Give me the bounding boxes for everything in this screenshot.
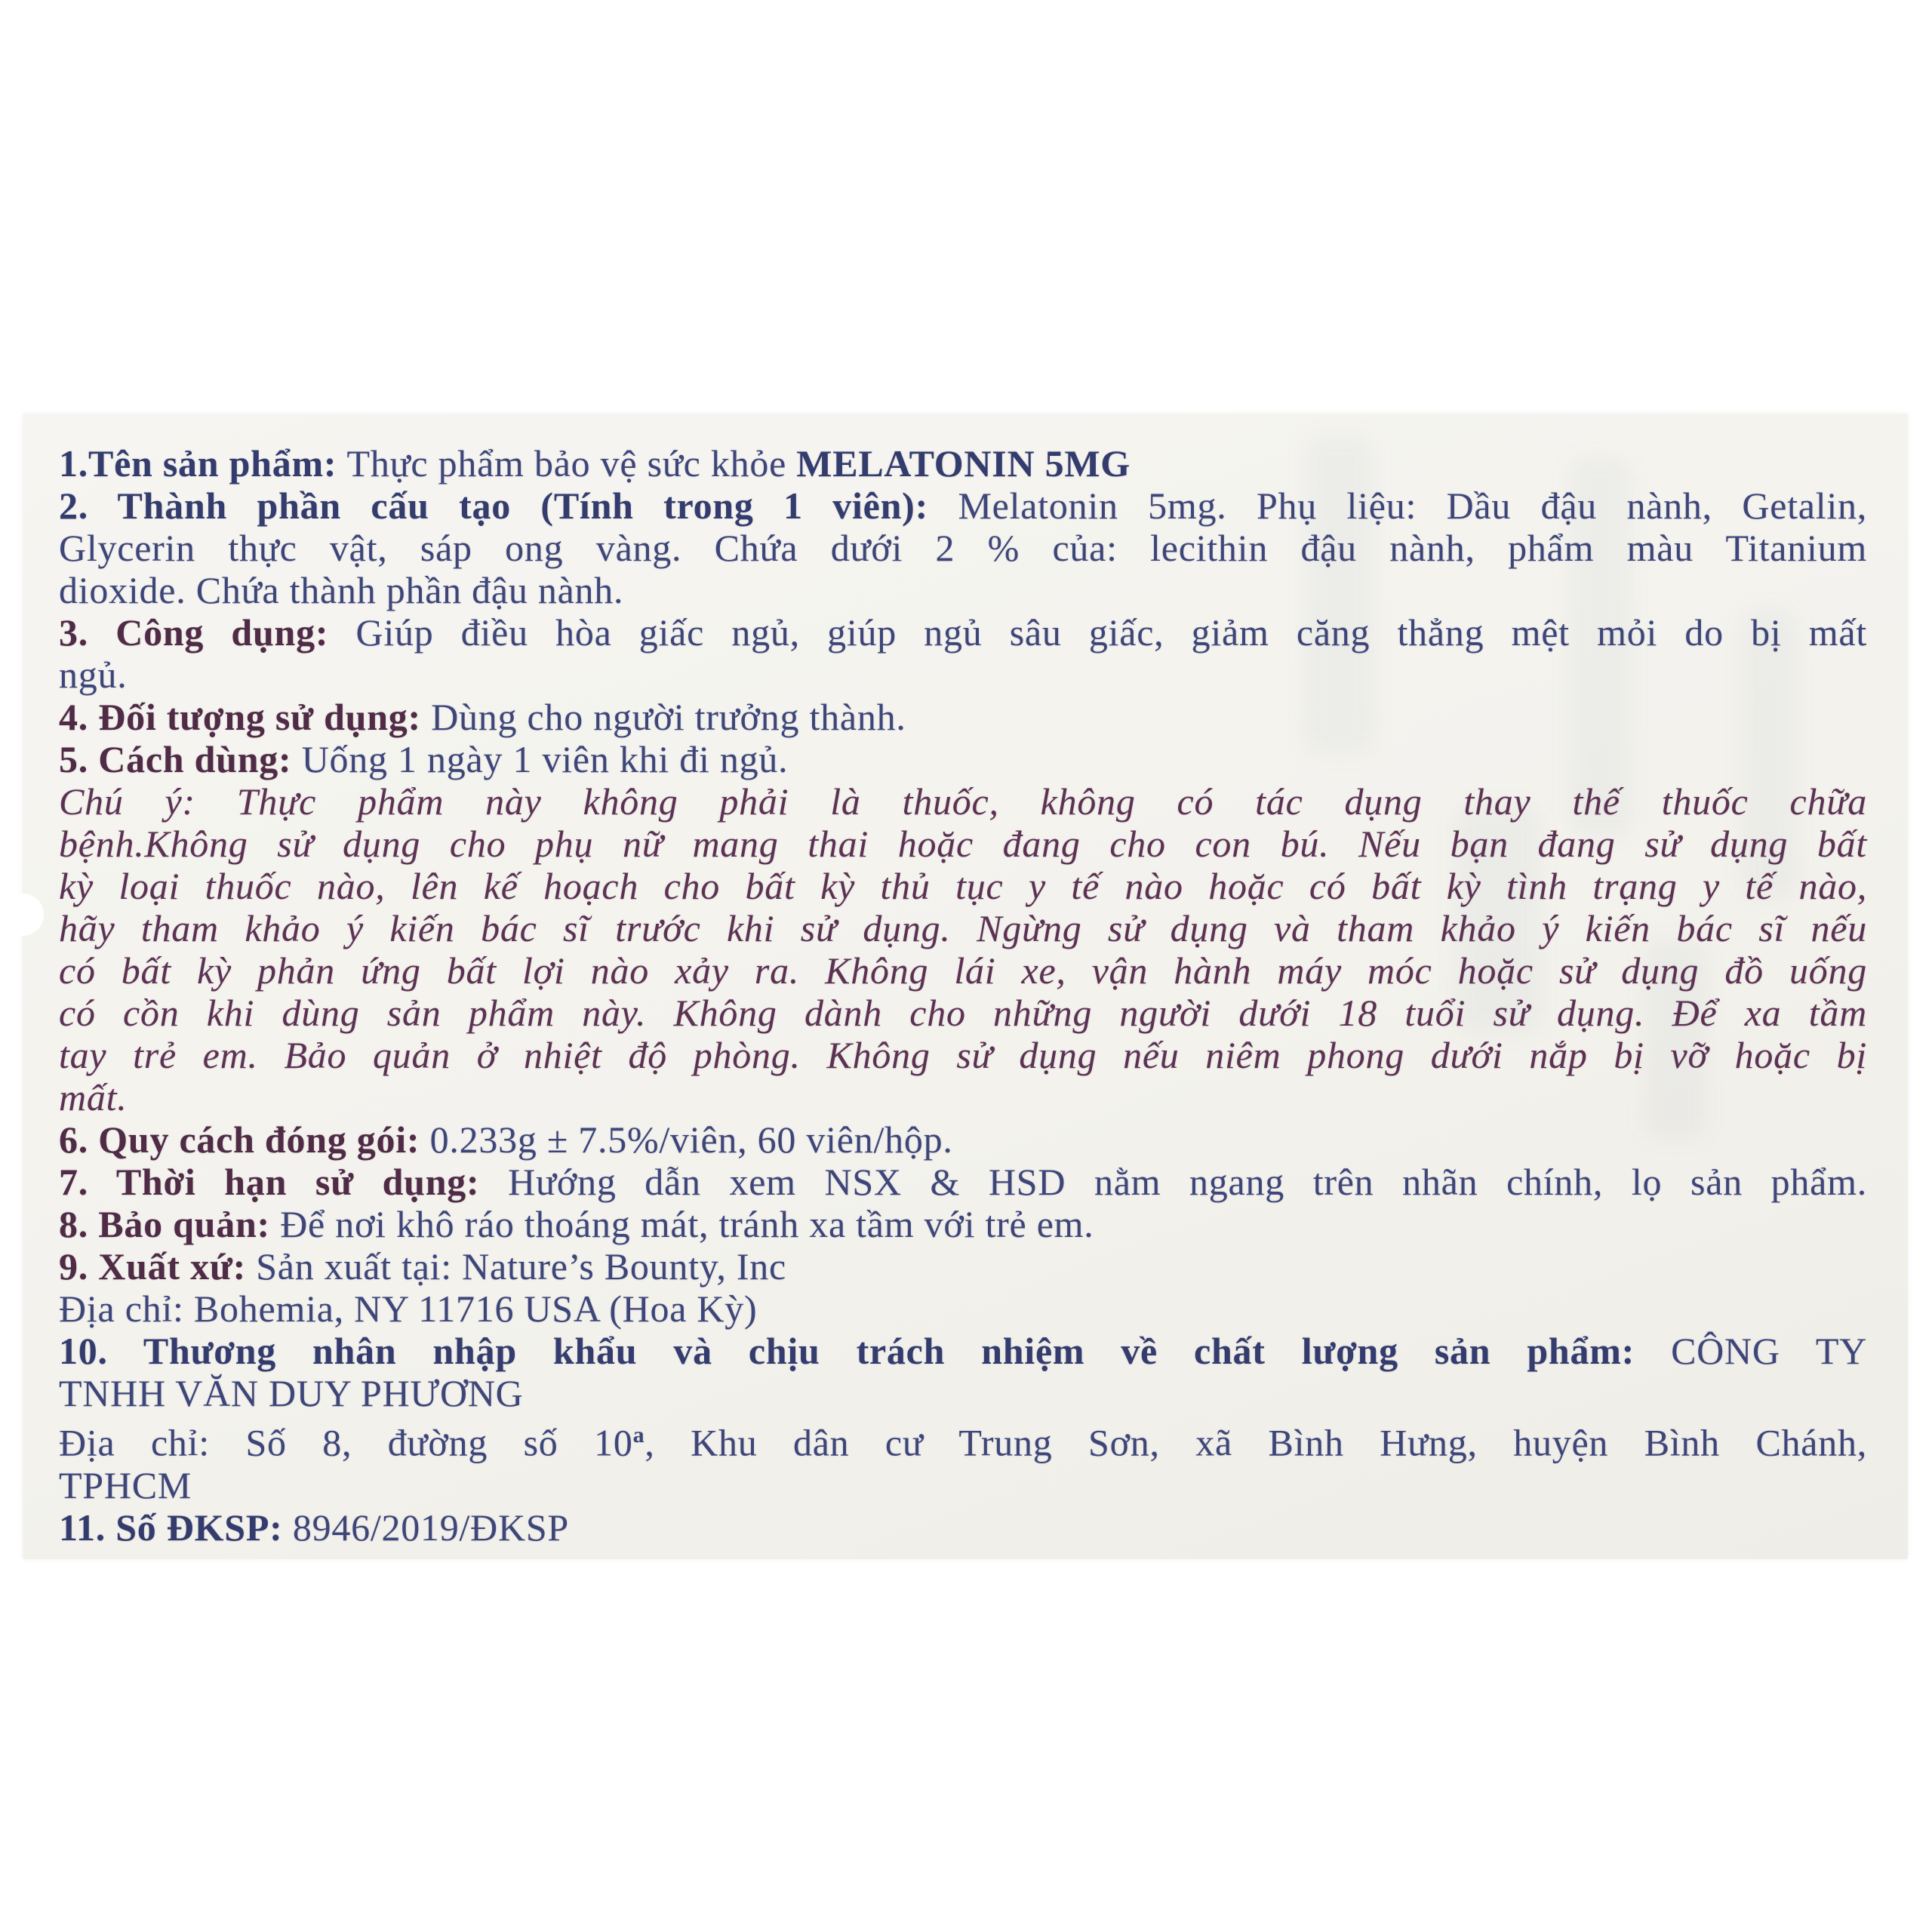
- text-segment: có bất kỳ phản ứng bất lợi nào xảy ra. Không lái xe, vận hành máy móc hoặc sử dụng đồ uống: [59, 949, 1867, 992]
- text-segment: dioxide. Chứa thành phần đậu nành.: [59, 569, 624, 611]
- text-segment: bệnh.Không sử dụng cho phụ nữ mang thai hoặc đang cho con bú. Nếu bạn đang sử dụng bất: [59, 823, 1867, 865]
- text-segment: 0.233g ± 7.5%/viên, 60 viên/hộp.: [429, 1118, 953, 1161]
- label-text-line-12: [59, 907, 1867, 949]
- text-segment: Uống 1 ngày 1 viên khi đi ngủ.: [301, 738, 789, 780]
- text-segment: Melatonin 5mg. Phụ liệu: Dầu đậu nành, Getalin,: [958, 485, 1868, 527]
- label-text-line-22: [59, 1330, 1867, 1372]
- text-segment: CÔNG TY: [1671, 1330, 1868, 1372]
- label-text-line-1: [59, 442, 1867, 485]
- text-segment: 1.Tên sản phẩm:: [59, 442, 347, 485]
- text-segment: TPHCM: [59, 1463, 192, 1506]
- text-segment: kỳ loại thuốc nào, lên kế hoạch cho bất kỳ thủ tục y tế nào hoặc có bất kỳ tình trạng y tế nào,: [59, 865, 1867, 907]
- label-card: [23, 414, 1908, 1559]
- label-text-line-6: [59, 654, 1867, 696]
- text-segment: Hướng dẫn xem NSX & HSD nằm ngang trên nhãn chính, lọ sản phẩm.: [508, 1161, 1868, 1203]
- text-segment: 8. Bảo quản:: [59, 1203, 281, 1245]
- text-segment: a: [632, 1423, 645, 1447]
- die-cut-notch: [2, 894, 44, 936]
- text-segment: 4. Đối tượng sử dụng:: [59, 696, 432, 738]
- label-text-line-26: [59, 1506, 1867, 1549]
- text-segment: 2. Thành phần cấu tạo (Tính trong 1 viên):: [59, 485, 958, 527]
- label-text-line-23: [59, 1372, 1867, 1414]
- label-text-line-11: [59, 865, 1867, 907]
- text-segment: 9. Xuất xứ:: [59, 1245, 257, 1287]
- text-segment: ngủ.: [59, 654, 128, 696]
- label-text-line-14: [59, 992, 1867, 1034]
- text-segment: Glycerin thực vật, sáp ong vàng. Chứa dưới 2 % của: lecithin đậu nành, phẩm màu Titanium: [59, 527, 1867, 569]
- label-text-line-20: [59, 1245, 1867, 1287]
- label-text-line-25: [59, 1464, 1867, 1506]
- text-segment: 7. Thời hạn sử dụng:: [59, 1161, 509, 1203]
- label-text-line-15: [59, 1034, 1867, 1076]
- text-segment: 5. Cách dùng:: [59, 738, 302, 780]
- text-segment: Dùng cho người trưởng thành.: [431, 696, 906, 738]
- text-segment: Để nơi khô ráo thoáng mát, tránh xa tầm với trẻ em.: [280, 1203, 1094, 1245]
- text-segment: Địa chỉ: Bohemia, NY 11716 USA (Hoa Kỳ): [59, 1287, 758, 1330]
- text-segment: có cồn khi dùng sản phẩm này. Không dành cho những người dưới 18 tuổi sử dụng. Để xa tầm: [59, 992, 1867, 1034]
- label-text-line-8: [59, 738, 1867, 780]
- text-segment: 8946/2019/ĐKSP: [292, 1506, 569, 1549]
- text-segment: 11. Số ĐKSP:: [59, 1506, 293, 1549]
- text-segment: hãy tham khảo ý kiến bác sĩ trước khi sử dụng. Ngừng sử dụng và tham khảo ý kiến bác sĩ nếu: [59, 907, 1867, 949]
- text-segment: , Khu dân cư Trung Sơn, xã Bình Hưng, huyện Bình Chánh,: [645, 1421, 1867, 1464]
- label-text-line-18: [59, 1161, 1867, 1203]
- text-segment: 6. Quy cách đóng gói:: [59, 1118, 430, 1161]
- label-text-line-13: [59, 949, 1867, 992]
- label-text-line-21: [59, 1287, 1867, 1330]
- label-text-block: [59, 442, 1867, 1549]
- label-text-line-4: [59, 569, 1867, 611]
- text-segment: TNHH VĂN DUY PHƯƠNG: [59, 1372, 524, 1414]
- label-text-line-5: [59, 611, 1867, 654]
- text-segment: Giúp điều hòa giấc ngủ, giúp ngủ sâu giấc, giảm căng thẳng mệt mỏi do bị mất: [355, 611, 1867, 654]
- text-segment: tay trẻ em. Bảo quản ở nhiệt độ phòng. Không sử dụng nếu niêm phong dưới nắp bị vỡ hoặc bị: [59, 1034, 1867, 1076]
- label-text-line-16: [59, 1076, 1867, 1118]
- label-text-line-17: [59, 1118, 1867, 1161]
- text-segment: 3. Công dụng:: [59, 611, 356, 654]
- text-segment: Sản xuất tại: Nature’s Bounty, Inc: [256, 1245, 786, 1287]
- label-text-line-24: [59, 1414, 1867, 1464]
- label-text-line-9: [59, 780, 1867, 823]
- text-segment: MELATONIN 5MG: [796, 442, 1131, 485]
- text-segment: 10. Thương nhân nhập khẩu và chịu trách nhiệm về chất lượng sản phẩm:: [59, 1330, 1672, 1372]
- label-text-line-2: [59, 485, 1867, 527]
- label-text-line-7: [59, 696, 1867, 738]
- label-text-line-10: [59, 823, 1867, 865]
- label-text-line-3: [59, 527, 1867, 569]
- label-text-line-19: [59, 1203, 1867, 1245]
- text-segment: Thực phẩm bảo vệ sức khỏe: [346, 442, 797, 485]
- text-segment: mất.: [59, 1076, 128, 1118]
- text-segment: Địa chỉ: Số 8, đường số 10: [59, 1421, 633, 1464]
- text-segment: Chú ý: Thực phẩm này không phải là thuốc, không có tác dụng thay thế thuốc chữa: [59, 780, 1867, 823]
